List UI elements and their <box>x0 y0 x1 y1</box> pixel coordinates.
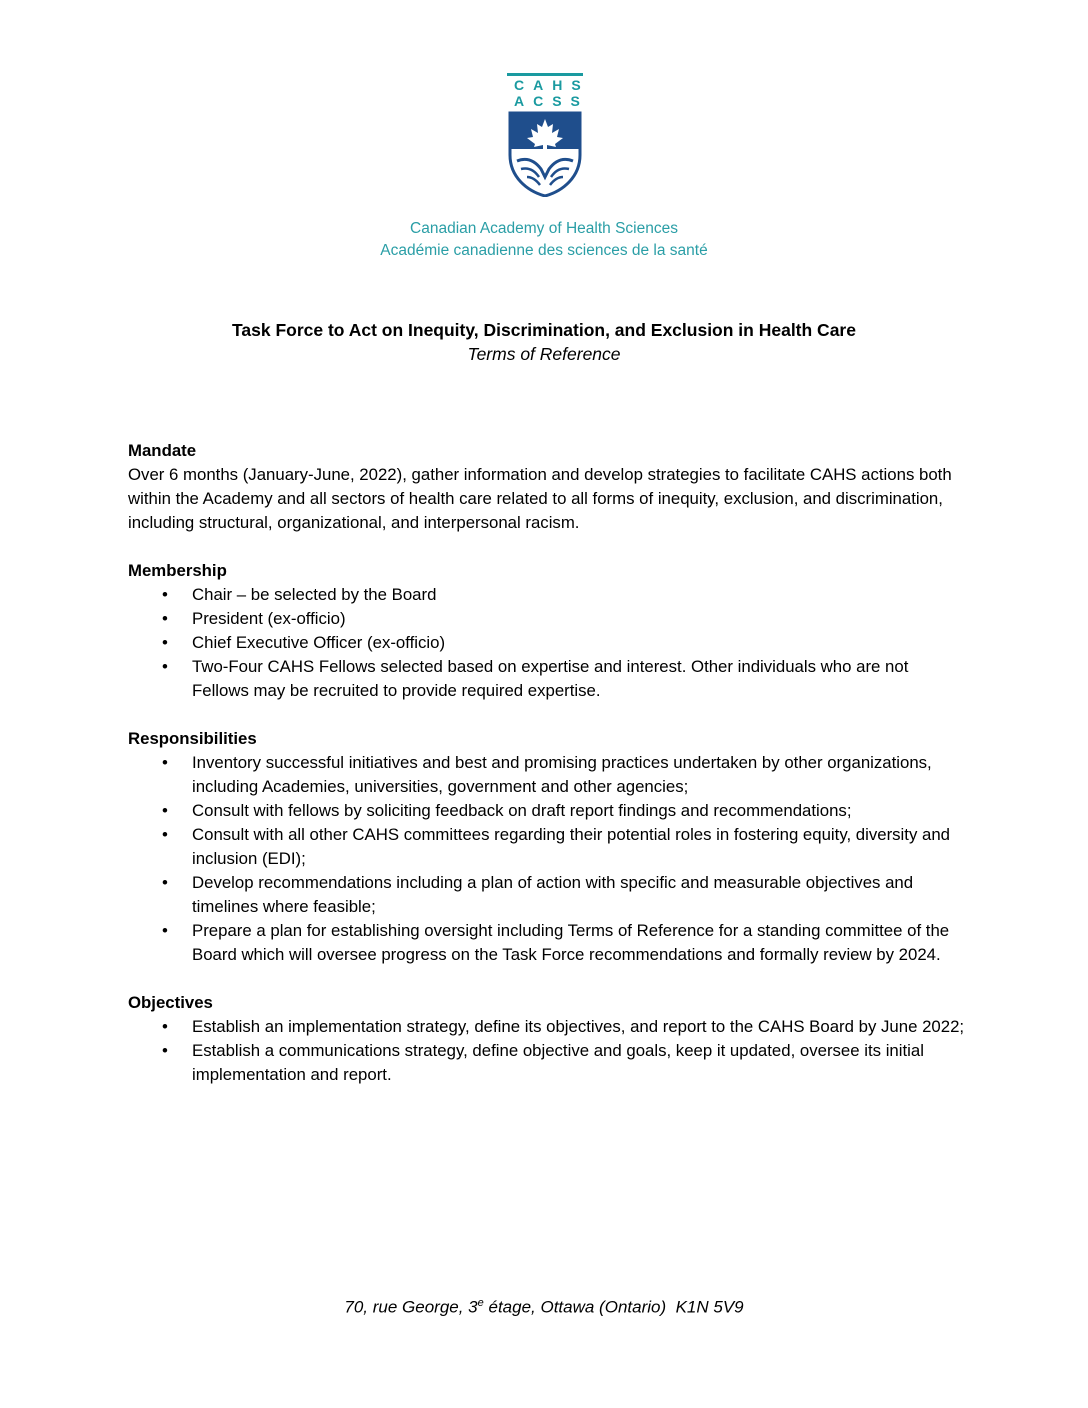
list-item: • Consult with fellows by soliciting feedback on draft report findings and recommendations; <box>128 799 968 823</box>
objectives-section <box>128 991 968 1087</box>
list-item: • Consult with all other CAHS committees regarding their potential roles in fostering equity, diversity and inclusion (EDI); <box>162 825 950 868</box>
logo-acronym-en: CAHS <box>514 77 590 93</box>
bullet-icon: • <box>162 753 168 772</box>
organization-name-french: Académie canadienne des sciences de la santé <box>380 242 708 259</box>
list-item: • Prepare a plan for establishing oversight including Terms of Reference for a standing committee of the Board which will oversee progress on the Task Force recommendations and formally review by 2024. <box>162 921 950 964</box>
mandate-heading: Mandate <box>128 441 197 460</box>
logo-acronym-fr: ACSS <box>514 93 589 109</box>
footer-address: 70, rue George, 3e étage, Ottawa (Ontario) K1N 5V9 <box>344 1297 744 1317</box>
objectives-heading: Objectives <box>128 993 213 1012</box>
bullet-icon: • <box>162 825 168 844</box>
logo-rule-top <box>507 73 583 76</box>
mandate-text: Over 6 months (January-June, 2022), gather information and develop strategies to facilitate CAHS actions both within the Academy and all sectors of health care related to all forms of inequity, exclusion, and discrimination, including structural, organizational, and interpersonal racism. <box>128 465 952 532</box>
organization-names <box>0 218 1088 262</box>
maple-leaf-shield-icon <box>507 111 583 197</box>
document-body <box>128 439 968 1111</box>
mandate-section <box>128 439 968 535</box>
list-item: • President (ex-officio) <box>128 607 968 631</box>
list-item: • Develop recommendations including a plan of action with specific and measurable objectives and timelines where feasible; <box>162 873 914 916</box>
membership-list <box>128 583 968 703</box>
list-item: • Establish an implementation strategy, define its objectives, and report to the CAHS Board by June 2022; <box>128 1015 968 1039</box>
responsibilities-section <box>128 727 968 967</box>
membership-heading: Membership <box>128 561 227 580</box>
bullet-icon: • <box>162 873 168 892</box>
bullet-icon: • <box>162 921 168 940</box>
bullet-icon: • <box>162 801 168 820</box>
bullet-icon: • <box>162 1041 168 1060</box>
list-item: • Chair – be selected by the Board <box>128 583 968 607</box>
document-subtitle: Terms of Reference <box>467 344 621 364</box>
objectives-list <box>128 1015 968 1087</box>
list-item: • Two-Four CAHS Fellows selected based on expertise and interest. Other individuals who are not Fellows may be recruited to provide required expertise. <box>162 657 909 700</box>
bullet-icon: • <box>162 1017 168 1036</box>
organization-name-english: Canadian Academy of Health Sciences <box>410 220 678 237</box>
bullet-icon: • <box>162 609 168 628</box>
document-title: Task Force to Act on Inequity, Discrimination, and Exclusion in Health Care <box>232 320 856 340</box>
list-item: • Chief Executive Officer (ex-officio) <box>128 631 968 655</box>
bullet-icon: • <box>162 633 168 652</box>
responsibilities-heading: Responsibilities <box>128 729 257 748</box>
bullet-icon: • <box>162 585 168 604</box>
responsibilities-list <box>128 751 968 967</box>
cahs-logo <box>505 72 590 197</box>
membership-section <box>128 559 968 703</box>
list-item: • Establish a communications strategy, define objective and goals, keep it updated, oversee its initial implementation and report. <box>162 1041 924 1084</box>
bullet-icon: • <box>162 657 168 676</box>
list-item: • Inventory successful initiatives and best and promising practices undertaken by other organizations, including Academies, universities, government and other agencies; <box>162 753 932 796</box>
